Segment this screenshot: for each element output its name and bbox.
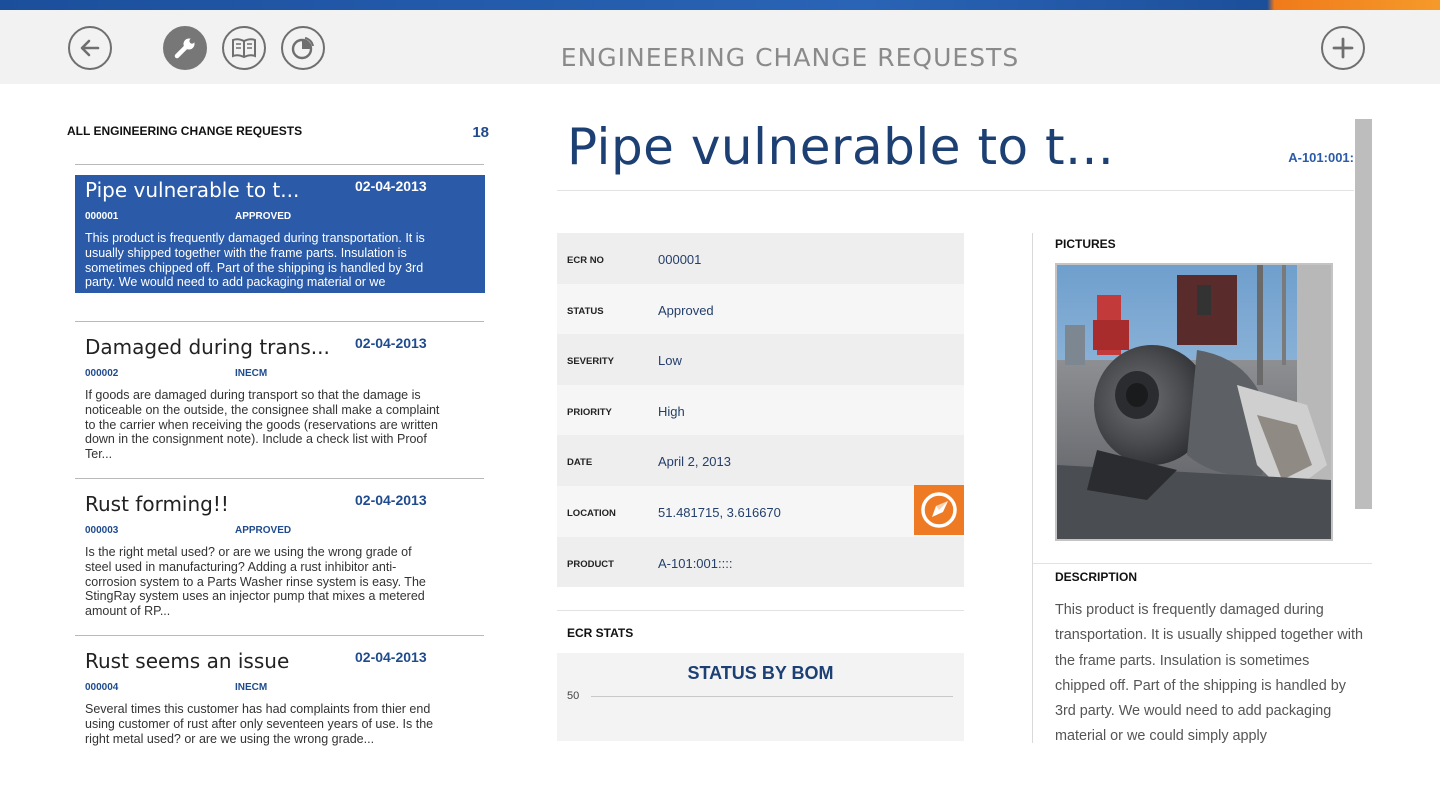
item-status: APPROVED [235, 525, 292, 536]
item-description: Several times this customer has had complaints from thier end using customer of rust after only seventeen years of use. Is the right metal used? or are we using the wrong grade... [85, 702, 434, 746]
item-number: 000004 [85, 682, 119, 693]
field-value: High [658, 403, 685, 419]
top-accent-stripe [0, 0, 1440, 10]
item-date: 02-04-2013 [355, 649, 427, 665]
ecr-list-item[interactable] [75, 489, 485, 619]
pie-chart-icon [290, 35, 316, 61]
back-arrow-icon [78, 36, 102, 60]
book-icon [231, 37, 257, 59]
plus-icon [1331, 36, 1355, 60]
reports-button[interactable] [281, 26, 325, 70]
chart-title: STATUS BY BOM [687, 663, 834, 683]
damage-photo[interactable] [1055, 263, 1333, 541]
divider [75, 164, 484, 165]
back-button[interactable] [68, 26, 112, 70]
field-label: ECR NO [567, 255, 604, 266]
item-title: Rust seems an issue [85, 649, 290, 673]
app-title: ENGINEERING CHANGE REQUESTS [560, 43, 1020, 72]
item-description: This product is frequently damaged during transportation. It is usually shipped together with the frame parts. Insulation is sometimes chipped off. Part of the shipping is handled by 3rd party. We would need to add packaging material or we [85, 231, 425, 290]
item-status: INECM [235, 682, 268, 693]
wrench-icon [171, 34, 199, 62]
status-by-bom-chart [557, 653, 964, 741]
field-value: A-101:001:::: [658, 555, 733, 571]
field-row-priority [557, 385, 964, 436]
compass-navigation-icon [917, 488, 961, 532]
pictures-header: PICTURES [1055, 237, 1116, 251]
library-button[interactable] [222, 26, 266, 70]
field-label: DATE [567, 457, 593, 469]
add-request-button[interactable] [1321, 26, 1365, 70]
field-row-ecr-no [557, 233, 964, 284]
field-label: LOCATION [567, 507, 616, 519]
field-row-location [557, 486, 964, 537]
app-bar [0, 10, 1440, 84]
divider [75, 635, 484, 636]
item-description: Is the right metal used? or are we using the wrong grade of steel used in manufacturing? Adding a rust inhibitor anti-corrosion system to a Parts Washer rinse system is easy. The StingRay system uses an injector pump that mixes a metered amount of RP... [85, 545, 426, 619]
item-number: 000001 [85, 211, 119, 222]
field-value: Approved [658, 302, 714, 318]
y-tick-label: 50 [567, 690, 580, 702]
description-header: DESCRIPTION [1055, 570, 1138, 584]
item-date: 02-04-2013 [355, 178, 427, 194]
chart-gridline [591, 696, 953, 697]
field-label: STATUS [567, 305, 604, 317]
vertical-scrollbar[interactable] [1355, 119, 1372, 509]
field-value: 000001 [658, 252, 702, 267]
field-row-severity [557, 334, 964, 385]
item-title: Rust forming!! [85, 492, 229, 516]
item-status: APPROVED [235, 211, 292, 222]
list-header: ALL ENGINEERING CHANGE REQUESTS [67, 124, 303, 138]
item-number: 000002 [85, 368, 119, 379]
field-value: April 2, 2013 [658, 454, 731, 470]
field-label: PRODUCT [567, 558, 614, 570]
request-count: 18 [472, 124, 489, 141]
ecr-list-item[interactable] [75, 646, 485, 744]
stats-header: ECR STATS [567, 626, 634, 640]
item-number: 000003 [85, 525, 119, 536]
detail-product-code: A-101:001: [1288, 150, 1354, 165]
description-text: This product is frequently damaged during transportation. It is usually shipped together with the frame parts. Insulation is sometimes chipped off. Part of the shipping is handled by 3rd party. We would need to add packaging material or we could simply apply [1055, 602, 1363, 745]
field-label: SEVERITY [567, 356, 614, 368]
field-value: 51.481715, 3.616670 [658, 504, 781, 520]
ecr-list-item-selected[interactable] [75, 175, 485, 293]
item-date: 02-04-2013 [355, 335, 427, 351]
divider [75, 478, 484, 479]
item-status: INECM [235, 368, 268, 379]
item-title: Damaged during trans... [85, 335, 330, 359]
detail-title: Pipe vulnerable to t... [567, 118, 1115, 176]
divider [557, 610, 964, 611]
field-row-date [557, 435, 964, 486]
item-title: Pipe vulnerable to t... [85, 178, 300, 202]
divider [1033, 563, 1372, 564]
divider [75, 321, 484, 322]
navigate-location-button[interactable] [914, 485, 964, 535]
field-row-status [557, 284, 964, 335]
ecr-list-item[interactable] [75, 332, 485, 462]
field-label: PRIORITY [567, 406, 612, 418]
column-divider [1032, 233, 1033, 743]
damaged-pipe-coil-image [1057, 265, 1331, 539]
item-date: 02-04-2013 [355, 492, 427, 508]
item-description: If goods are damaged during transport so that the damage is noticeable on the outside, the consignee shall make a complaint to the carrier when receiving the goods (reservations are written down in the consignment note). Include a check list with Proof Ter... [85, 388, 440, 462]
tools-button[interactable] [163, 26, 207, 70]
field-row-product [557, 537, 964, 588]
divider [557, 190, 1354, 191]
ecr-fields-table [557, 233, 964, 587]
field-value: Low [658, 353, 682, 369]
